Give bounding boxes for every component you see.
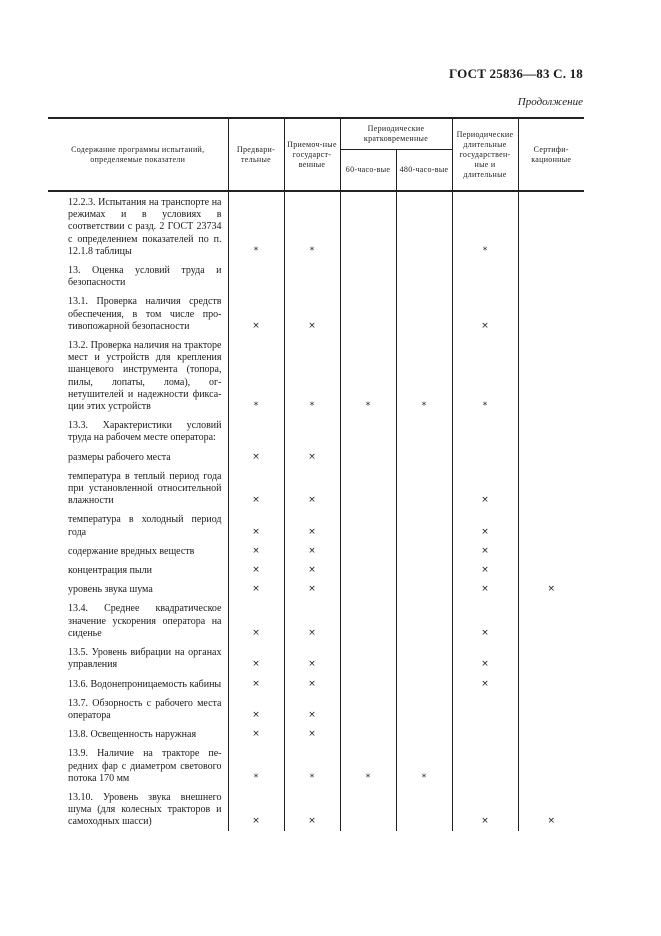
cell-mark-c3 bbox=[340, 787, 396, 831]
cell-mark-c6 bbox=[518, 291, 584, 335]
col-header-acceptance: Приемоч-ные государст-венные bbox=[284, 118, 340, 191]
cell-mark-c4 bbox=[396, 415, 452, 446]
col-header-periodic-short: Периодические кратковременные bbox=[340, 118, 452, 150]
cell-mark-c6 bbox=[518, 335, 584, 415]
table-row bbox=[48, 447, 584, 466]
cell-mark-c3 bbox=[340, 466, 396, 510]
cell-mark-c2: × bbox=[284, 674, 340, 693]
row-description bbox=[48, 466, 228, 510]
row-description-text: размеры рабочего места bbox=[68, 451, 171, 463]
row-description-text: содержание вредных веществ bbox=[68, 545, 195, 557]
cell-mark-c2: × bbox=[284, 642, 340, 673]
cell-mark-c3 bbox=[340, 579, 396, 598]
cell-mark-c2: × bbox=[284, 579, 340, 598]
cell-mark-c2: * bbox=[284, 191, 340, 260]
cell-mark-c2: × bbox=[284, 447, 340, 466]
cell-mark-c6 bbox=[518, 674, 584, 693]
cell-mark-c2: × bbox=[284, 560, 340, 579]
cell-mark-c5: × bbox=[452, 787, 518, 831]
row-description bbox=[48, 447, 228, 466]
row-description-text: 13.6. Водонепроницаемость кабины bbox=[68, 678, 222, 690]
cell-mark-c2: × bbox=[284, 541, 340, 560]
table-row bbox=[48, 560, 584, 579]
cell-mark-c4 bbox=[396, 579, 452, 598]
cell-mark-c2: * bbox=[284, 335, 340, 415]
cell-mark-c4: * bbox=[396, 743, 452, 787]
cell-mark-c4 bbox=[396, 541, 452, 560]
table-row bbox=[48, 598, 584, 642]
row-description bbox=[48, 260, 228, 291]
row-description-text: температура в холодный период года bbox=[68, 514, 222, 538]
cell-mark-c5: × bbox=[452, 509, 518, 540]
cell-mark-c2: × bbox=[284, 291, 340, 335]
cell-mark-c5: × bbox=[452, 674, 518, 693]
cell-mark-c4 bbox=[396, 291, 452, 335]
cell-mark-c3 bbox=[340, 642, 396, 673]
table-row bbox=[48, 674, 584, 693]
cell-mark-c3: * bbox=[340, 743, 396, 787]
cell-mark-c3 bbox=[340, 415, 396, 446]
row-description-text: 13.9. Наличие на тракторе передних фар с диаметром светового потока 170 мм bbox=[68, 748, 222, 784]
row-description-text: температура в теплый период года при установленной относительной влажности bbox=[68, 470, 222, 507]
row-description-text: 13.7. Обзорность с рабочего места оператора bbox=[68, 697, 222, 721]
table-row bbox=[48, 260, 584, 291]
cell-mark-c2: × bbox=[284, 724, 340, 743]
cell-mark-c2: × bbox=[284, 466, 340, 510]
cell-mark-c5: × bbox=[452, 642, 518, 673]
table-row bbox=[48, 787, 584, 831]
cell-mark-c6: × bbox=[518, 579, 584, 598]
row-description bbox=[48, 191, 228, 260]
cell-mark-c6 bbox=[518, 466, 584, 510]
cell-mark-c1: × bbox=[228, 787, 284, 831]
row-description bbox=[48, 724, 228, 743]
row-description-text: 13.3. Характеристики условий труда на рабочем месте оператора: bbox=[68, 420, 222, 444]
row-description bbox=[48, 743, 228, 787]
cell-mark-c4 bbox=[396, 466, 452, 510]
table-row bbox=[48, 335, 584, 415]
test-program-table bbox=[48, 117, 584, 831]
cell-mark-c2: × bbox=[284, 693, 340, 724]
cell-mark-c4 bbox=[396, 191, 452, 260]
cell-mark-c3 bbox=[340, 541, 396, 560]
table-row bbox=[48, 466, 584, 510]
row-description bbox=[48, 291, 228, 335]
cell-mark-c1: × bbox=[228, 674, 284, 693]
cell-mark-c5 bbox=[452, 743, 518, 787]
cell-mark-c3: * bbox=[340, 335, 396, 415]
cell-mark-c5: × bbox=[452, 541, 518, 560]
cell-mark-c4 bbox=[396, 693, 452, 724]
cell-mark-c1: × bbox=[228, 693, 284, 724]
continuation-label: Продолжение bbox=[517, 96, 583, 108]
cell-mark-c4 bbox=[396, 509, 452, 540]
cell-mark-c1: × bbox=[228, 560, 284, 579]
table-row bbox=[48, 693, 584, 724]
cell-mark-c6 bbox=[518, 693, 584, 724]
cell-mark-c3 bbox=[340, 509, 396, 540]
row-description-text: 13.1. Проверка наличия средств обеспечения, в том числе противопожарной безопасности bbox=[68, 296, 222, 332]
cell-mark-c5: × bbox=[452, 598, 518, 642]
cell-mark-c1: × bbox=[228, 447, 284, 466]
cell-mark-c5: × bbox=[452, 291, 518, 335]
cell-mark-c6 bbox=[518, 743, 584, 787]
cell-mark-c2: × bbox=[284, 598, 340, 642]
cell-mark-c1: × bbox=[228, 291, 284, 335]
cell-mark-c3 bbox=[340, 693, 396, 724]
col-header-60h: 60-часо-вые bbox=[340, 150, 396, 192]
cell-mark-c1: * bbox=[228, 335, 284, 415]
row-description bbox=[48, 693, 228, 724]
cell-mark-c4: * bbox=[396, 335, 452, 415]
cell-mark-c1: * bbox=[228, 743, 284, 787]
cell-mark-c1: × bbox=[228, 466, 284, 510]
cell-mark-c3 bbox=[340, 560, 396, 579]
row-description-text: 13.8. Освещенность наружная bbox=[68, 729, 197, 741]
cell-mark-c1: × bbox=[228, 724, 284, 743]
cell-mark-c3 bbox=[340, 724, 396, 743]
row-description-text: 13.4. Среднее квадратическое значение ускорения оператора на сиденье bbox=[68, 603, 222, 639]
table-body bbox=[48, 191, 584, 831]
cell-mark-c1: × bbox=[228, 598, 284, 642]
cell-mark-c5: * bbox=[452, 335, 518, 415]
row-description-text: 12.2.3. Испытания на транспорте на режимах и в условиях в соответствии с разд. 2 ГОСТ 23734 с определением показателей по п. 12.1.8 таблицы bbox=[68, 197, 222, 257]
cell-mark-c2 bbox=[284, 260, 340, 291]
cell-mark-c6 bbox=[518, 509, 584, 540]
cell-mark-c3 bbox=[340, 447, 396, 466]
table-row bbox=[48, 291, 584, 335]
cell-mark-c3 bbox=[340, 291, 396, 335]
cell-mark-c1: × bbox=[228, 642, 284, 673]
cell-mark-c6 bbox=[518, 541, 584, 560]
col-header-certification: Сертифи-кационные bbox=[518, 118, 584, 191]
cell-mark-c1: × bbox=[228, 541, 284, 560]
cell-mark-c5 bbox=[452, 693, 518, 724]
cell-mark-c6 bbox=[518, 724, 584, 743]
cell-mark-c2 bbox=[284, 415, 340, 446]
cell-mark-c4 bbox=[396, 787, 452, 831]
cell-mark-c3 bbox=[340, 674, 396, 693]
cell-mark-c5 bbox=[452, 447, 518, 466]
page-header-standard: ГОСТ 25836—83 С. 18 bbox=[449, 66, 583, 81]
cell-mark-c4 bbox=[396, 642, 452, 673]
row-description bbox=[48, 509, 228, 540]
cell-mark-c1: × bbox=[228, 509, 284, 540]
cell-mark-c4 bbox=[396, 674, 452, 693]
row-description bbox=[48, 787, 228, 831]
table-row bbox=[48, 743, 584, 787]
col-header-480h: 480-часо-вые bbox=[396, 150, 452, 192]
cell-mark-c5: * bbox=[452, 191, 518, 260]
cell-mark-c6 bbox=[518, 642, 584, 673]
row-description bbox=[48, 541, 228, 560]
row-description-text: 13.10. Уровень звука внешнего шума (для колесных тракторов и самоходных шасси) bbox=[68, 791, 222, 828]
row-description-text: уровень звука шума bbox=[68, 584, 153, 596]
col-header-preliminary: Предвари-тельные bbox=[228, 118, 284, 191]
cell-mark-c5 bbox=[452, 260, 518, 291]
cell-mark-c1 bbox=[228, 260, 284, 291]
cell-mark-c4 bbox=[396, 447, 452, 466]
row-description bbox=[48, 579, 228, 598]
cell-mark-c5: × bbox=[452, 466, 518, 510]
col-header-periodic-long: Периодические длительные государствен-ные и длительные bbox=[452, 118, 518, 191]
row-description bbox=[48, 560, 228, 579]
row-description bbox=[48, 642, 228, 673]
cell-mark-c2: × bbox=[284, 787, 340, 831]
cell-mark-c4 bbox=[396, 260, 452, 291]
row-description bbox=[48, 598, 228, 642]
cell-mark-c5: × bbox=[452, 560, 518, 579]
table-row bbox=[48, 191, 584, 260]
table-row bbox=[48, 415, 584, 446]
cell-mark-c6 bbox=[518, 598, 584, 642]
cell-mark-c4 bbox=[396, 560, 452, 579]
col-header-content: Содержание программы испытаний, определяемые показатели bbox=[48, 118, 228, 191]
row-description bbox=[48, 335, 228, 415]
cell-mark-c5 bbox=[452, 724, 518, 743]
table-row bbox=[48, 509, 584, 540]
cell-mark-c3 bbox=[340, 191, 396, 260]
cell-mark-c6 bbox=[518, 447, 584, 466]
table-row bbox=[48, 724, 584, 743]
cell-mark-c6 bbox=[518, 560, 584, 579]
row-description-text: концентрация пыли bbox=[68, 565, 152, 577]
cell-mark-c6 bbox=[518, 191, 584, 260]
cell-mark-c4 bbox=[396, 724, 452, 743]
row-description-text: 13.5. Уровень вибрации на органах управления bbox=[68, 647, 222, 671]
cell-mark-c6 bbox=[518, 415, 584, 446]
table-row bbox=[48, 579, 584, 598]
row-description bbox=[48, 674, 228, 693]
cell-mark-c6 bbox=[518, 260, 584, 291]
row-description-text: 13. Оценка условий труда и безопасности bbox=[68, 265, 222, 289]
cell-mark-c1: * bbox=[228, 191, 284, 260]
table-row bbox=[48, 642, 584, 673]
cell-mark-c2: × bbox=[284, 509, 340, 540]
cell-mark-c1 bbox=[228, 415, 284, 446]
cell-mark-c3 bbox=[340, 598, 396, 642]
table-row bbox=[48, 541, 584, 560]
cell-mark-c6: × bbox=[518, 787, 584, 831]
row-description-text: 13.2. Проверка наличия на тракторе мест и устройств для крепления шанцевого инструмента (топора, пилы, лопаты, лома), огнетушителей и надежности фиксации этих устройств bbox=[68, 340, 222, 413]
cell-mark-c4 bbox=[396, 598, 452, 642]
cell-mark-c5 bbox=[452, 415, 518, 446]
cell-mark-c1: × bbox=[228, 579, 284, 598]
cell-mark-c3 bbox=[340, 260, 396, 291]
row-description bbox=[48, 415, 228, 446]
cell-mark-c2: * bbox=[284, 743, 340, 787]
cell-mark-c5: × bbox=[452, 579, 518, 598]
